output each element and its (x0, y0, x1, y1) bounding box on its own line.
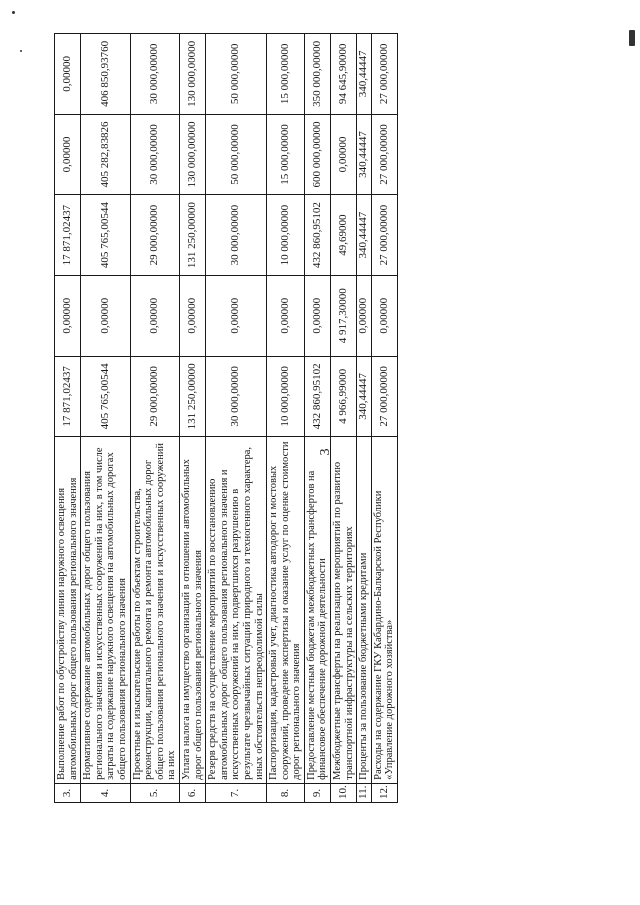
value-col-2: 0,00000 (55, 275, 81, 356)
value-col-3: 10 000,00000 (267, 195, 305, 276)
row-description: Предоставление местным бюджетам межбюджетных трансфертов на финансовое обеспечение дорожной деятельности (304, 437, 330, 784)
table-row (304, 34, 330, 803)
row-description: Расходы на содержание ГКУ Кабардино-Балкарской Республики «Управление дорожного хозяйства» (371, 437, 397, 784)
value-col-1: 432 860,95102 (304, 356, 330, 437)
row-number: 5. (130, 783, 179, 802)
value-col-3: 405 765,00544 (81, 195, 130, 276)
value-col-4: 50 000,00000 (206, 114, 267, 195)
value-col-4: 405 282,83826 (81, 114, 130, 195)
value-col-5: 30 000,00000 (130, 34, 179, 115)
value-col-4: 0,00000 (55, 114, 81, 195)
row-number: 11. (357, 783, 372, 802)
value-col-2: 0,00000 (304, 275, 330, 356)
value-col-3: 131 250,00000 (179, 195, 205, 276)
table-row (81, 34, 130, 803)
row-number: 6. (179, 783, 205, 802)
value-col-4: 30 000,00000 (130, 114, 179, 195)
value-col-3: 17 871,02437 (55, 195, 81, 276)
value-col-3: 49,69000 (331, 195, 357, 276)
value-col-4: 0,00000 (331, 114, 357, 195)
row-number: 12. (371, 783, 397, 802)
value-col-4: 15 000,00000 (267, 114, 305, 195)
value-col-2: 0,00000 (267, 275, 305, 356)
table-row (130, 34, 179, 803)
value-col-5: 50 000,00000 (206, 34, 267, 115)
value-col-2: 4 917,30000 (331, 275, 357, 356)
value-col-3: 340,44447 (357, 195, 372, 276)
table-row (331, 34, 357, 803)
value-col-2: 0,00000 (81, 275, 130, 356)
table-row (179, 34, 205, 803)
row-description: Проценты за пользование бюджетными кредитами (357, 437, 372, 784)
row-description: Нормативное содержание автомобильных дорог общего пользования регионального значения и искусственных сооружений на них, в том числе затраты на содержание наружного освещения на автомобильных дорогах общего пользования регионального значения (81, 437, 130, 784)
value-col-5: 15 000,00000 (267, 34, 305, 115)
budget-table-body (55, 34, 398, 803)
table-row (206, 34, 267, 803)
value-col-5: 340,44447 (357, 34, 372, 115)
value-col-1: 30 000,00000 (206, 356, 267, 437)
value-col-5: 406 850,93760 (81, 34, 130, 115)
row-description: Выполнение работ по обустройству линии наружного освещения автомобильных дорог общего пользования регионального значения (55, 437, 81, 784)
table-row (371, 34, 397, 803)
value-col-1: 340,44447 (357, 356, 372, 437)
value-col-3: 27 000,00000 (371, 195, 397, 276)
value-col-3: 30 000,00000 (206, 195, 267, 276)
value-col-4: 600 000,00000 (304, 114, 330, 195)
value-col-1: 27 000,00000 (371, 356, 397, 437)
row-number: 9. (304, 783, 330, 802)
value-col-2: 0,00000 (130, 275, 179, 356)
value-col-1: 4 966,99000 (331, 356, 357, 437)
row-description: Уплата налога на имущество организаций в отношении автомобильных дорог общего пользования регионального значения (179, 437, 205, 784)
value-col-5: 94 645,90000 (331, 34, 357, 115)
value-col-2: 0,00000 (179, 275, 205, 356)
table-row (357, 34, 372, 803)
value-col-1: 29 000,00000 (130, 356, 179, 437)
value-col-4: 130 000,00000 (179, 114, 205, 195)
value-col-4: 27 000,00000 (371, 114, 397, 195)
table-row (55, 34, 81, 803)
page-number: 3 (318, 448, 333, 456)
value-col-3: 432 860,95102 (304, 195, 330, 276)
value-col-5: 0,00000 (55, 34, 81, 115)
value-col-1: 10 000,00000 (267, 356, 305, 437)
value-col-4: 340,44447 (357, 114, 372, 195)
row-number: 3. (55, 783, 81, 802)
row-description: Резерв средств на осуществление мероприятий по восстановлению автомобильных дорог общего пользования регионального значения и искусственных сооружений на них, подвергшихся разрушению в результате чрезвычайных ситуаций природного и техногенного характера, иных обстоятельств непреодолимой силы (206, 437, 267, 784)
row-description: Паспортизация, кадастровый учет, диагностика автодорог и мостовых сооружений, проведение экспертизы и оказание услуг по оценке стоимости дорог регионального значения (267, 437, 305, 784)
row-number: 7. (206, 783, 267, 802)
value-col-5: 350 000,00000 (304, 34, 330, 115)
value-col-5: 27 000,00000 (371, 34, 397, 115)
value-col-5: 130 000,00000 (179, 34, 205, 115)
row-description: Межбюджетные трансферты на реализацию мероприятий по развитию транспортной инфраструктуры на сельских территориях (331, 437, 357, 784)
table-row (267, 34, 305, 803)
value-col-1: 17 871,02437 (55, 356, 81, 437)
budget-table (54, 33, 398, 803)
value-col-2: 0,00000 (206, 275, 267, 356)
row-number: 4. (81, 783, 130, 802)
row-number: 10. (331, 783, 357, 802)
row-description: Проектные и изыскательские работы по объектам строительства, реконструкции, капитального ремонта и ремонта автомобильных дорог общего пользования регионального значения и искусственных сооружений на них (130, 437, 179, 784)
value-col-2: 0,00000 (357, 275, 372, 356)
value-col-3: 29 000,00000 (130, 195, 179, 276)
value-col-1: 131 250,00000 (179, 356, 205, 437)
value-col-2: 0,00000 (371, 275, 397, 356)
row-number: 8. (267, 783, 305, 802)
value-col-1: 405 765,00544 (81, 356, 130, 437)
